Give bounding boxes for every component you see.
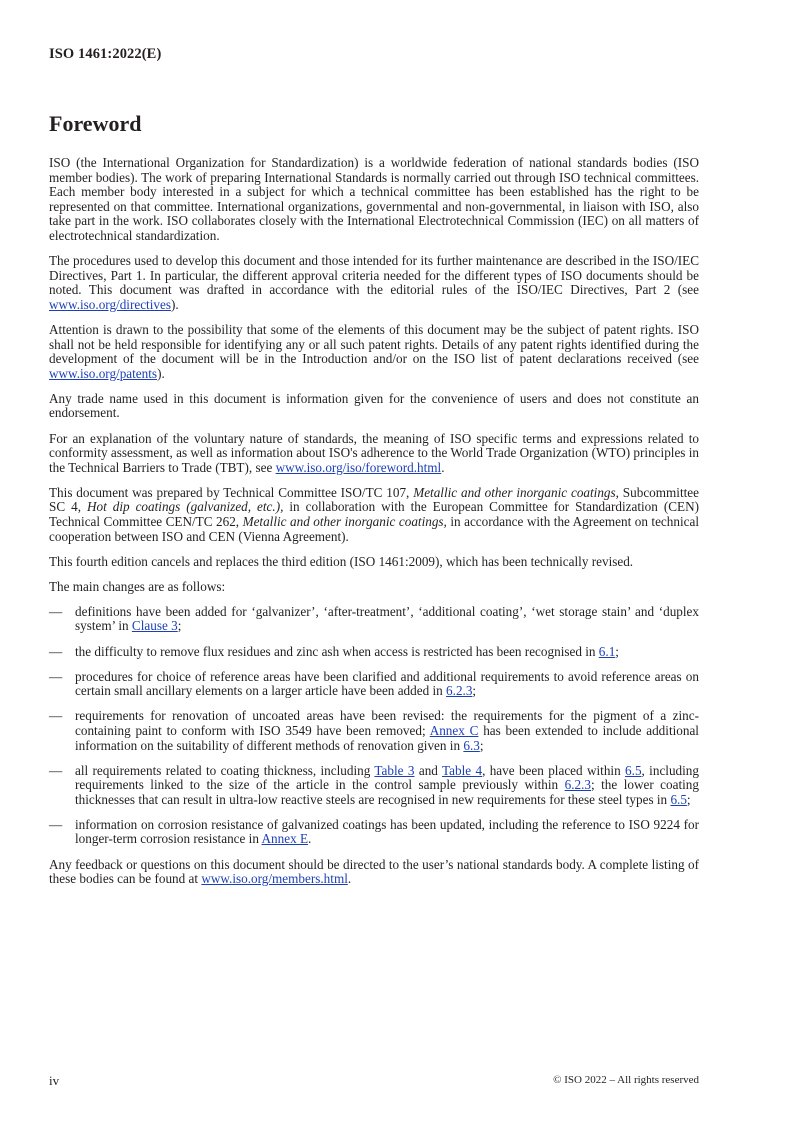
- text: , including requirements linked to the size of the article in the control sample previously within: [75, 762, 699, 793]
- text: in collaboration with the European Committee for Standardization (CEN) Technical Committee CEN/TC 262,: [49, 499, 699, 529]
- text: .: [441, 459, 445, 475]
- foreword-body: [49, 156, 699, 897]
- link-table-4[interactable]: Table 4: [442, 762, 483, 778]
- paragraph-feedback: [49, 858, 699, 887]
- copyright-notice: © ISO 2022 – All rights reserved: [553, 1074, 699, 1086]
- text: in accordance with the Agreement on technical cooperation between ISO and CEN (Vienna Agreement).: [49, 513, 699, 544]
- paragraph-patents: [49, 323, 699, 381]
- list-item: [49, 709, 699, 753]
- text: has been extended to include additional information on the suitability of different methods of renovation given in: [75, 722, 699, 753]
- text: .: [347, 871, 352, 887]
- text: ).: [157, 365, 165, 381]
- text: This document was prepared by Technical Committee ISO/TC 107,: [49, 484, 414, 500]
- text: the difficulty to remove flux residues and zinc ash when access is restricted has been recognised in: [75, 643, 599, 659]
- list-item: [49, 818, 699, 847]
- dash-bullet: —: [49, 643, 63, 659]
- dash-bullet: —: [49, 603, 63, 619]
- paragraph-voluntary-nature: [49, 432, 699, 476]
- italic-text: Metallic and other inorganic coatings: [413, 484, 616, 500]
- text: ;: [177, 618, 182, 634]
- text: information on corrosion resistance of galvanized coatings has been updated, including the reference to ISO 9224 for longer-term corrosion resistance in: [75, 816, 699, 847]
- link-6-1[interactable]: 6.1: [598, 643, 616, 659]
- text: ).: [170, 296, 179, 312]
- italic-text: Hot dip coatings (galvanized, etc.),: [86, 499, 284, 515]
- text: ;: [686, 791, 691, 807]
- paragraph-trade-name: Any trade name used in this document is information given for the convenience of users and does not constitute an endorsement.: [49, 390, 699, 421]
- link-6-3[interactable]: 6.3: [463, 737, 480, 753]
- paragraph-main-changes-intro: The main changes are as follows:: [49, 578, 226, 594]
- italic-text: Metallic and other inorganic coatings,: [242, 513, 447, 529]
- text: .: [308, 831, 312, 847]
- text: , have been placed within: [482, 762, 626, 778]
- link-foreword[interactable]: www.iso.org/iso/foreword.html: [275, 459, 442, 475]
- link-6-2-3[interactable]: 6.2.3: [446, 683, 473, 699]
- text: Attention is drawn to the possibility that some of the elements of this document may be the subject of patent rights. ISO shall not be held responsible for identifying any or all such patent rights. Details of any patent rights identified during the development of the document will be in the Introduction and/or on the ISO list of patent declarations received (see: [49, 321, 699, 367]
- text: all requirements related to coating thickness, including: [75, 762, 375, 778]
- text: procedures for choice of reference areas have been clarified and additional requirements to avoid reference areas on certain small ancillary elements on a larger article have been added in: [75, 668, 699, 699]
- link-table-3[interactable]: Table 3: [374, 762, 415, 778]
- link-directives[interactable]: www.iso.org/directives: [49, 296, 171, 312]
- link-annex-c[interactable]: Annex C: [429, 722, 479, 738]
- dash-bullet: —: [49, 668, 63, 684]
- link-patents[interactable]: www.iso.org/patents: [49, 365, 158, 381]
- document-id-header: ISO 1461:2022(E): [49, 46, 162, 62]
- list-item: [49, 605, 699, 634]
- text: definitions have been added for ‘galvanizer’, ‘after-treatment’, ‘additional coating’, ‘wet storage stain’ and ‘duplex system’ in: [75, 603, 699, 634]
- text: requirements for renovation of uncoated areas have been revised: the requirements for the pigment of a zinc-containing paint to conform with ISO 3549 have been removed;: [75, 708, 699, 738]
- list-item: [49, 670, 699, 699]
- text: For an explanation of the voluntary nature of standards, the meaning of ISO specific terms and expressions related to conformity assessment, as well as information about ISO's adherence to the World Trade Organization (WTO) principles in the Technical Barriers to Trade (TBT), see: [49, 430, 699, 475]
- link-annex-e[interactable]: Annex E: [261, 831, 309, 847]
- paragraph-committee: [49, 486, 699, 544]
- text: ; the lower coating thicknesses that can result in ultra-low reactive steels are recognised in new requirements for these steel types in: [75, 777, 699, 807]
- list-item: [49, 645, 699, 660]
- link-6-5[interactable]: 6.5: [670, 791, 687, 807]
- paragraph-edition: This fourth edition cancels and replaces the third edition (ISO 1461:2009), which has been technically revised.: [49, 553, 634, 569]
- link-6-2-3[interactable]: 6.2.3: [564, 777, 591, 793]
- link-members[interactable]: www.iso.org/members.html: [201, 871, 348, 887]
- text: The procedures used to develop this document and those intended for its further maintenance are described in the ISO/IEC Directives, Part 1. In particular, the different approval criteria needed for the different types of ISO documents should be noted. This document was drafted in accordance with the editorial rules of the ISO/IEC Directives, Part 2 (see: [49, 253, 699, 298]
- dash-bullet: —: [49, 762, 63, 778]
- text: ;: [472, 683, 477, 699]
- dash-bullet: —: [49, 816, 63, 832]
- list-item: [49, 764, 699, 808]
- link-6-5[interactable]: 6.5: [625, 762, 642, 778]
- text: Any feedback or questions on this document should be directed to the user’s national standards body. A complete listing of these bodies can be found at: [49, 856, 699, 887]
- dash-bullet: —: [49, 708, 63, 724]
- text: ;: [479, 737, 484, 753]
- paragraph-iso-intro: ISO (the International Organization for Standardization) is a worldwide federation of national standards bodies (ISO member bodies). The work of preparing International Standards is normally carried out through ISO technical committees. Each member body interested in a subject for which a technical committee has been established has the right to be represented on that committee. International organizations, governmental and non-governmental, in liaison with ISO, also take part in the work. ISO collaborates closely with the International Electrotechnical Commission (IEC) on all matters of electrotechnical standardization.: [49, 155, 699, 243]
- paragraph-procedures: [49, 254, 699, 312]
- text: and: [414, 762, 442, 778]
- page-number: iv: [49, 1073, 60, 1088]
- page-title: Foreword: [49, 111, 142, 136]
- link-clause-3[interactable]: Clause 3: [131, 618, 178, 634]
- text: , Subcommittee SC 4,: [49, 484, 699, 515]
- text: ;: [615, 643, 619, 659]
- changes-list: [49, 605, 699, 847]
